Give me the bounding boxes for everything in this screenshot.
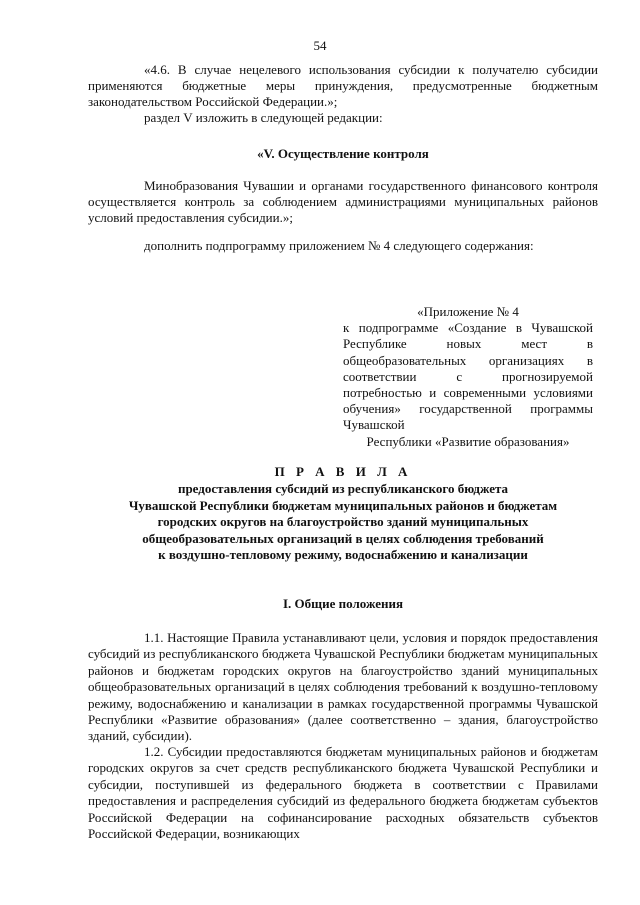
section-5-instruction: раздел V изложить в следующей редакции:	[144, 110, 383, 125]
rules-subtitle-line: общеобразовательных организаций в целях соблюдения требований	[142, 530, 544, 546]
appendix-text: к подпрограмме «Создание в Чувашской Республике новых мест в общеобразовательных организациях в соответствии с прогнозируемой потребностью и современными условиями обучения» государственной программы Чувашской	[343, 320, 593, 433]
rules-subtitle-line: Чувашской Республики бюджетам муниципальных районов и бюджетам	[128, 497, 558, 513]
paragraph-1-1: 1.1. Настоящие Правила устанавливают цели, условия и порядок предоставления субсидий из республиканского бюджета Чувашской Республики бюджетам муниципальных районов и бюджетам городских округов на благоустройство зданий муниципальных общеобразовательных организаций в целях соблюдения требований к воздушно-тепловому режиму, водоснабжению и канализации в рамках государственной программы Чувашской Республики «Развитие образования» (далее соответственно – здания, благоустройство зданий, субсидии).	[88, 630, 598, 744]
rules-subtitle-line: предоставления субсидий из республиканского бюджета	[177, 481, 509, 496]
rules-subtitle	[88, 481, 598, 564]
appendix-note	[343, 304, 593, 450]
rules-subtitle-line: к воздушно-тепловому режиму, водоснабжению и канализации	[158, 547, 528, 562]
page-number: 54	[313, 38, 327, 53]
paragraph-1-2: 1.2. Субсидии предоставляются бюджетам муниципальных районов и бюджетам городских округов за счет средств республиканского бюджета Чувашской Республики и субсидии, поступившей из федерального бюджета в соответствии с Правилами предоставления и распределения субсидий из федерального бюджета бюджетам субъектов Российской Федерации на софинансирование расходных обязательств субъектов Российской Федерации, возникающих	[88, 744, 598, 842]
section-1-heading: I. Общие положения	[283, 596, 403, 611]
appendix-last-line: Республики «Развитие образования»	[366, 433, 570, 449]
amendment-4-6: «4.6. В случае нецелевого использования субсидии к получателю субсидии применяются бюджетные меры принуждения, предусмотренные бюджетным законодательством Российской Федерации.»;	[88, 62, 598, 109]
rules-title: П Р А В И Л А	[274, 464, 412, 479]
appendix-title: «Приложение № 4	[417, 304, 519, 319]
section-5-heading: «V. Осуществление контроля	[257, 146, 429, 161]
section-5-text: Минобразования Чувашии и органами государственного финансового контроля осуществляется контроль за соблюдением администрациями муниципальных районов условий предоставления субсидии.»;	[88, 178, 598, 225]
addendum-instruction: дополнить подпрограмму приложением № 4 следующего содержания:	[144, 238, 534, 253]
rules-subtitle-line: городских округов на благоустройство зданий муниципальных	[157, 514, 529, 529]
